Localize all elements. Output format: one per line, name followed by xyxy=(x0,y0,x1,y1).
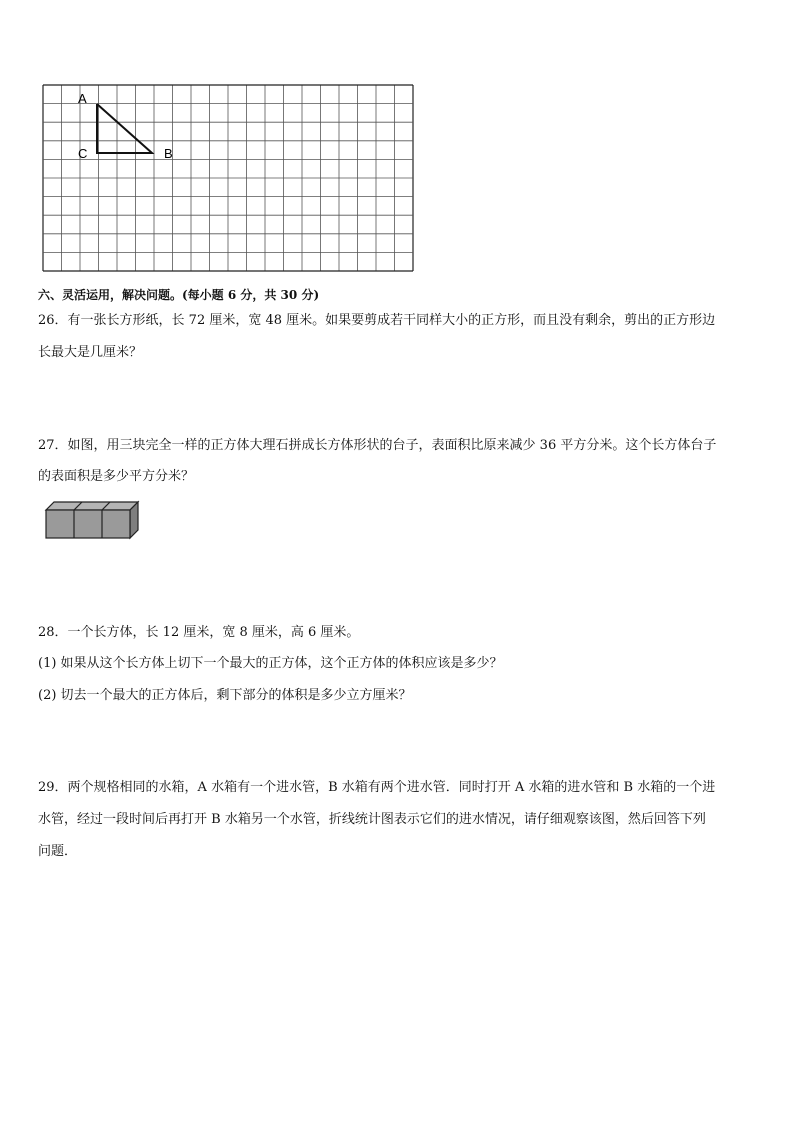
q28-sub-1: (1) 如果从这个长方体上切下一个最大的正方体，这个正方体的体积应该是多少？ xyxy=(38,656,503,671)
q27-line-1: 27．如图，用三块完全一样的正方体大理石拼成长方体形状的台子，表面积比原来减少 36 平方分米。这个长方体台子 xyxy=(38,438,717,453)
triangle-abc xyxy=(97,104,152,153)
grid-triangle-figure xyxy=(42,84,414,272)
q29-line-1: 29．两个规格相同的水箱，A 水箱有一个进水管，B 水箱有两个进水管．同时打开 A 水箱的进水管和 B 水箱的一个进 xyxy=(38,780,716,795)
grid-svg xyxy=(42,84,414,272)
q26-line-2: 长最大是几厘米？ xyxy=(38,345,143,360)
q29-line-2: 水管，经过一段时间后再打开 B 水箱另一个水管，折线统计图表示它们的进水情况，请仔细观察该图，然后回答下列 xyxy=(38,812,706,827)
section-6-title: 六、灵活运用，解决问题。(每小题 6 分，共 30 分) xyxy=(38,288,320,302)
three-cubes-figure xyxy=(44,500,144,542)
point-a-label: A xyxy=(78,91,87,106)
q27-line-2: 的表面积是多少平方分米？ xyxy=(38,469,195,484)
point-c-label: C xyxy=(78,146,88,161)
cubes-front-face xyxy=(46,510,130,538)
point-b-label: B xyxy=(164,146,173,161)
q29-line-3: 问题． xyxy=(38,844,78,859)
grid-lines xyxy=(43,85,413,271)
q28-line-1: 28．一个长方体，长 12 厘米，宽 8 厘米，高 6 厘米。 xyxy=(38,625,360,640)
q28-sub-2: (2) 切去一个最大的正方体后，剩下部分的体积是多少立方厘米？ xyxy=(38,688,412,703)
q26-line-1: 26．有一张长方形纸，长 72 厘米，宽 48 厘米。如果要剪成若干同样大小的正方形，而且没有剩余，剪出的正方形边 xyxy=(38,313,716,328)
cubes-svg xyxy=(44,500,144,542)
cubes-top-face xyxy=(46,502,138,510)
